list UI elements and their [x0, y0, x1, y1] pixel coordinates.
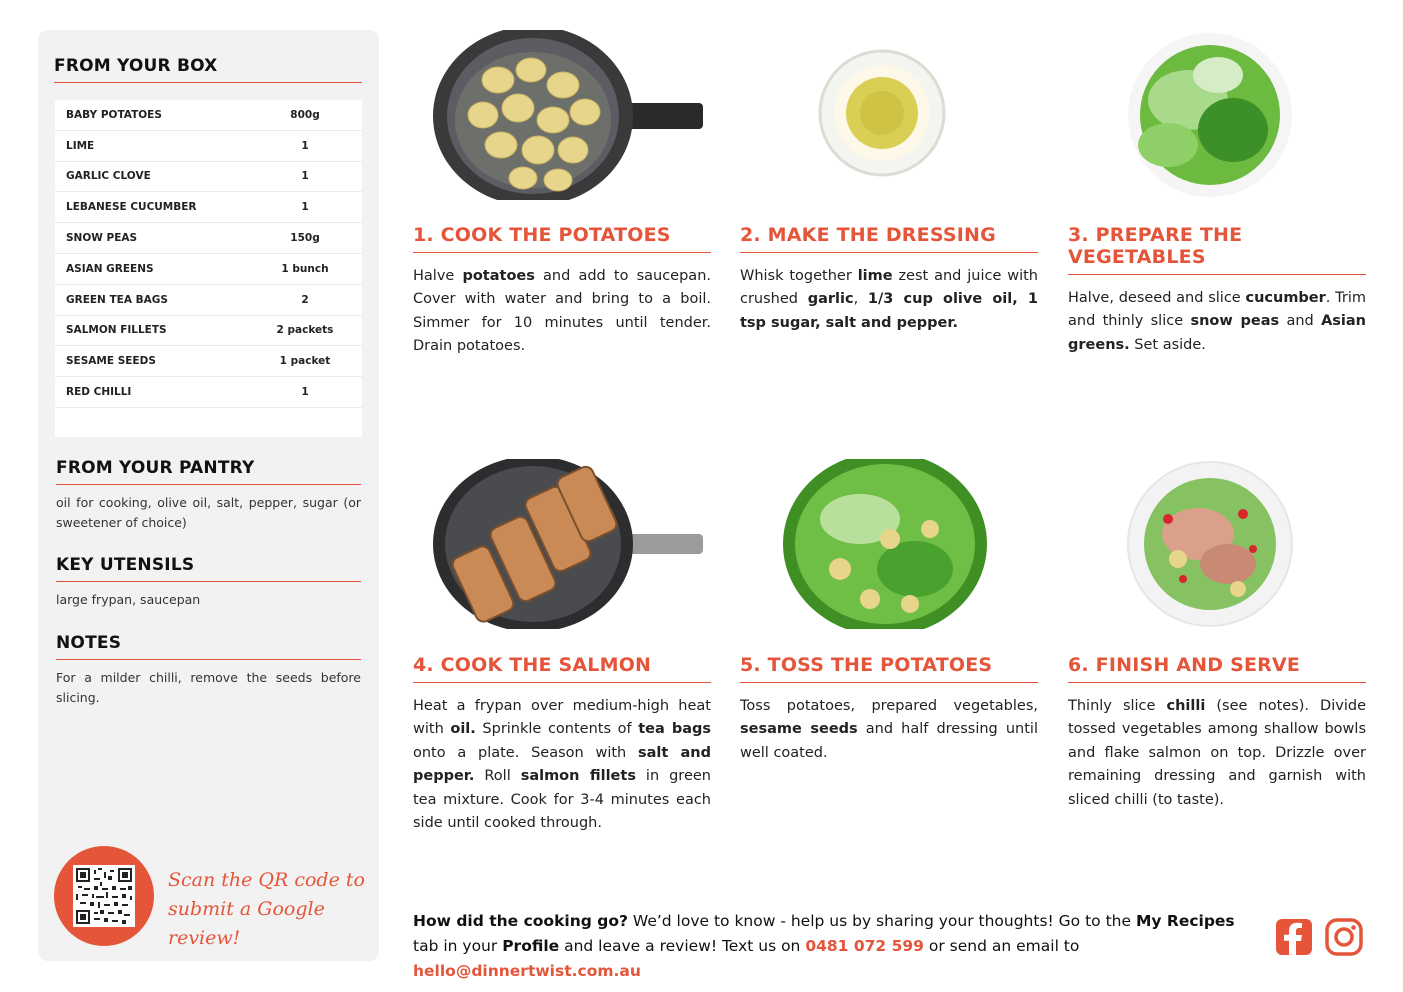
step-title: 6. FINISH AND SERVE — [1068, 654, 1366, 683]
ingredient-qty: 150g — [290, 232, 320, 245]
step-5 — [740, 654, 1038, 765]
ingredient-name: ASIAN GREENS — [66, 262, 154, 275]
ingredient-row — [55, 162, 362, 193]
footer-feedback-text — [413, 909, 1263, 984]
footer-text-bold: My Recipes — [1135, 912, 1235, 930]
step-text — [740, 265, 1038, 335]
ingredients-table — [55, 100, 362, 437]
step-text-bold: tea bags — [638, 721, 711, 738]
step-text-span: Thinly slice — [1068, 698, 1167, 714]
facebook-icon[interactable] — [1275, 918, 1313, 956]
step-4 — [413, 654, 711, 835]
ingredient-row — [55, 223, 362, 254]
step-6 — [1068, 654, 1366, 812]
step-text-span: zest and juice with crushed — [740, 268, 1038, 308]
ingredient-name: SESAME SEEDS — [66, 355, 156, 368]
footer-text-span: We’d love to know - help us by sharing your thoughts! Go to the — [627, 912, 1136, 930]
instagram-icon[interactable] — [1325, 918, 1363, 956]
ingredient-name: SALMON FILLETS — [66, 324, 167, 337]
utensils-text: large frypan, saucepan — [56, 592, 201, 607]
ingredient-name: SNOW PEAS — [66, 232, 138, 245]
step-title: 4. COOK THE SALMON — [413, 654, 711, 683]
qr-badge[interactable] — [54, 846, 154, 946]
step-text-bold: lime — [857, 268, 893, 284]
step-text — [413, 265, 711, 359]
step-3 — [1068, 224, 1366, 357]
ingredient-qty: 1 — [301, 139, 309, 152]
utensils-heading: KEY UTENSILS — [56, 555, 361, 582]
step-text-span: and half dressing until well coated. — [740, 721, 1038, 761]
step-text-bold: snow peas — [1190, 313, 1280, 330]
ingredient-name: BABY POTATOES — [66, 108, 162, 121]
qr-caption-line-1: Scan the QR code to — [168, 869, 365, 891]
footer-text-bold: Profile — [502, 937, 560, 955]
step-1 — [413, 224, 711, 359]
step-text-bold: potatoes — [462, 268, 535, 284]
ingredient-qty: 1 — [301, 170, 309, 183]
ingredient-name: LIME — [66, 139, 95, 152]
step-text-span: (see notes). Divide tossed vegetables among shallow bowls and flake salmon on top. Drizzle over remaining dressing and garnish with sliced chilli (to taste). — [1068, 698, 1366, 808]
step-title: 3. PREPARE THE VEGETABLES — [1068, 224, 1366, 275]
ingredient-row — [55, 346, 362, 377]
step-text-bold: oil. — [450, 721, 476, 738]
step-title: 1. COOK THE POTATOES — [413, 224, 711, 253]
salmon-pan-image — [413, 459, 711, 629]
ingredient-qty: 1 — [301, 386, 309, 399]
step-text-bold: cucumber — [1245, 290, 1326, 306]
ingredient-row — [55, 100, 362, 131]
step-text-span: Roll — [474, 768, 521, 785]
ingredient-qty: 2 packets — [276, 324, 334, 337]
step-text-bold: salt and pepper. — [413, 744, 711, 785]
ingredient-name: GREEN TEA BAGS — [66, 293, 168, 306]
ingredient-name: GARLIC CLOVE — [66, 170, 151, 183]
step-text-bold: chilli — [1166, 698, 1206, 714]
sidebar — [38, 30, 379, 961]
ingredient-qty: 1 packet — [279, 355, 331, 368]
footer-text-bold: How did the cooking go? — [413, 912, 628, 930]
step-text-span: onto a plate. Season with — [413, 744, 638, 761]
step-text-span: . Trim and thinly slice — [1068, 290, 1367, 330]
ingredient-qty: 800g — [290, 108, 320, 121]
step-text-span: , — [853, 291, 868, 308]
pantry-section — [56, 458, 361, 533]
step-text-span: and add to saucepan. Cover with water and bring to a boil. Simmer for 10 minutes until tender. Drain potatoes. — [413, 268, 711, 355]
ingredient-row — [55, 192, 362, 223]
dressing-bowl-image — [740, 30, 1038, 200]
notes-section — [56, 633, 361, 708]
step-text-span: in green tea mixture. Cook for 3-4 minutes each side until cooked through. — [413, 768, 711, 832]
potatoes-pan-image — [413, 30, 711, 200]
qr-code-icon — [73, 865, 135, 927]
footer-text-span: or send an email to — [923, 937, 1080, 955]
step-text — [1068, 287, 1366, 357]
qr-caption — [168, 866, 368, 953]
box-title: FROM YOUR BOX — [54, 56, 362, 83]
step-text-bold: sesame seeds — [740, 721, 858, 738]
step-text-span: Whisk together — [740, 268, 858, 284]
ingredient-name: RED CHILLI — [66, 386, 132, 399]
step-2 — [740, 224, 1038, 335]
ingredient-qty: 1 — [301, 201, 309, 214]
step-text — [740, 695, 1038, 765]
footer-contact-link[interactable]: 0481 072 599 — [805, 937, 924, 955]
pantry-text: oil for cooking, olive oil, salt, pepper, sugar (or sweetener of choice) — [56, 495, 361, 530]
ingredient-row — [55, 254, 362, 285]
step-text-span: and — [1279, 313, 1322, 330]
step-text-bold: salmon fillets — [520, 768, 636, 785]
step-text-span: Toss potatoes, prepared vegetables, — [740, 698, 1038, 714]
step-text-span: Heat a frypan over medium-high heat with — [413, 698, 711, 738]
step-title: 5. TOSS THE POTATOES — [740, 654, 1038, 683]
qr-caption-line-2: submit a Google review! — [168, 898, 325, 949]
footer-text-span: tab in your — [413, 937, 503, 955]
footer-text-span: and leave a review! Text us on — [559, 937, 806, 955]
step-text — [413, 695, 711, 835]
pantry-heading: FROM YOUR PANTRY — [56, 458, 361, 485]
step-text-span: Set aside. — [1129, 336, 1206, 353]
step-text-span: Halve — [413, 268, 463, 284]
ingredient-row — [55, 377, 362, 408]
notes-heading: NOTES — [56, 633, 361, 660]
step-text-bold: 1/3 cup olive oil, 1 tsp sugar, salt and pepper. — [740, 291, 1038, 331]
finished-dish-image — [1068, 459, 1366, 629]
step-title: 2. MAKE THE DRESSING — [740, 224, 1038, 253]
step-text-bold: Asian greens. — [1068, 313, 1366, 353]
step-text-span: Halve, deseed and slice — [1068, 290, 1246, 306]
notes-text: For a milder chilli, remove the seeds before slicing. — [56, 670, 361, 705]
ingredient-row — [55, 285, 362, 316]
tossed-potatoes-image — [740, 459, 1038, 629]
step-text — [1068, 695, 1366, 812]
ingredient-name: LEBANESE CUCUMBER — [66, 201, 197, 214]
ingredient-qty: 2 — [301, 293, 309, 306]
ingredient-row — [55, 316, 362, 347]
step-text-span: Sprinkle contents of — [475, 721, 639, 738]
ingredient-row — [55, 131, 362, 162]
ingredient-qty: 1 bunch — [281, 262, 329, 275]
utensils-section — [56, 555, 361, 610]
footer-contact-link[interactable]: hello@dinnertwist.com.au — [413, 962, 641, 980]
step-text-bold: garlic — [807, 291, 854, 308]
vegetables-plate-image — [1068, 30, 1366, 200]
